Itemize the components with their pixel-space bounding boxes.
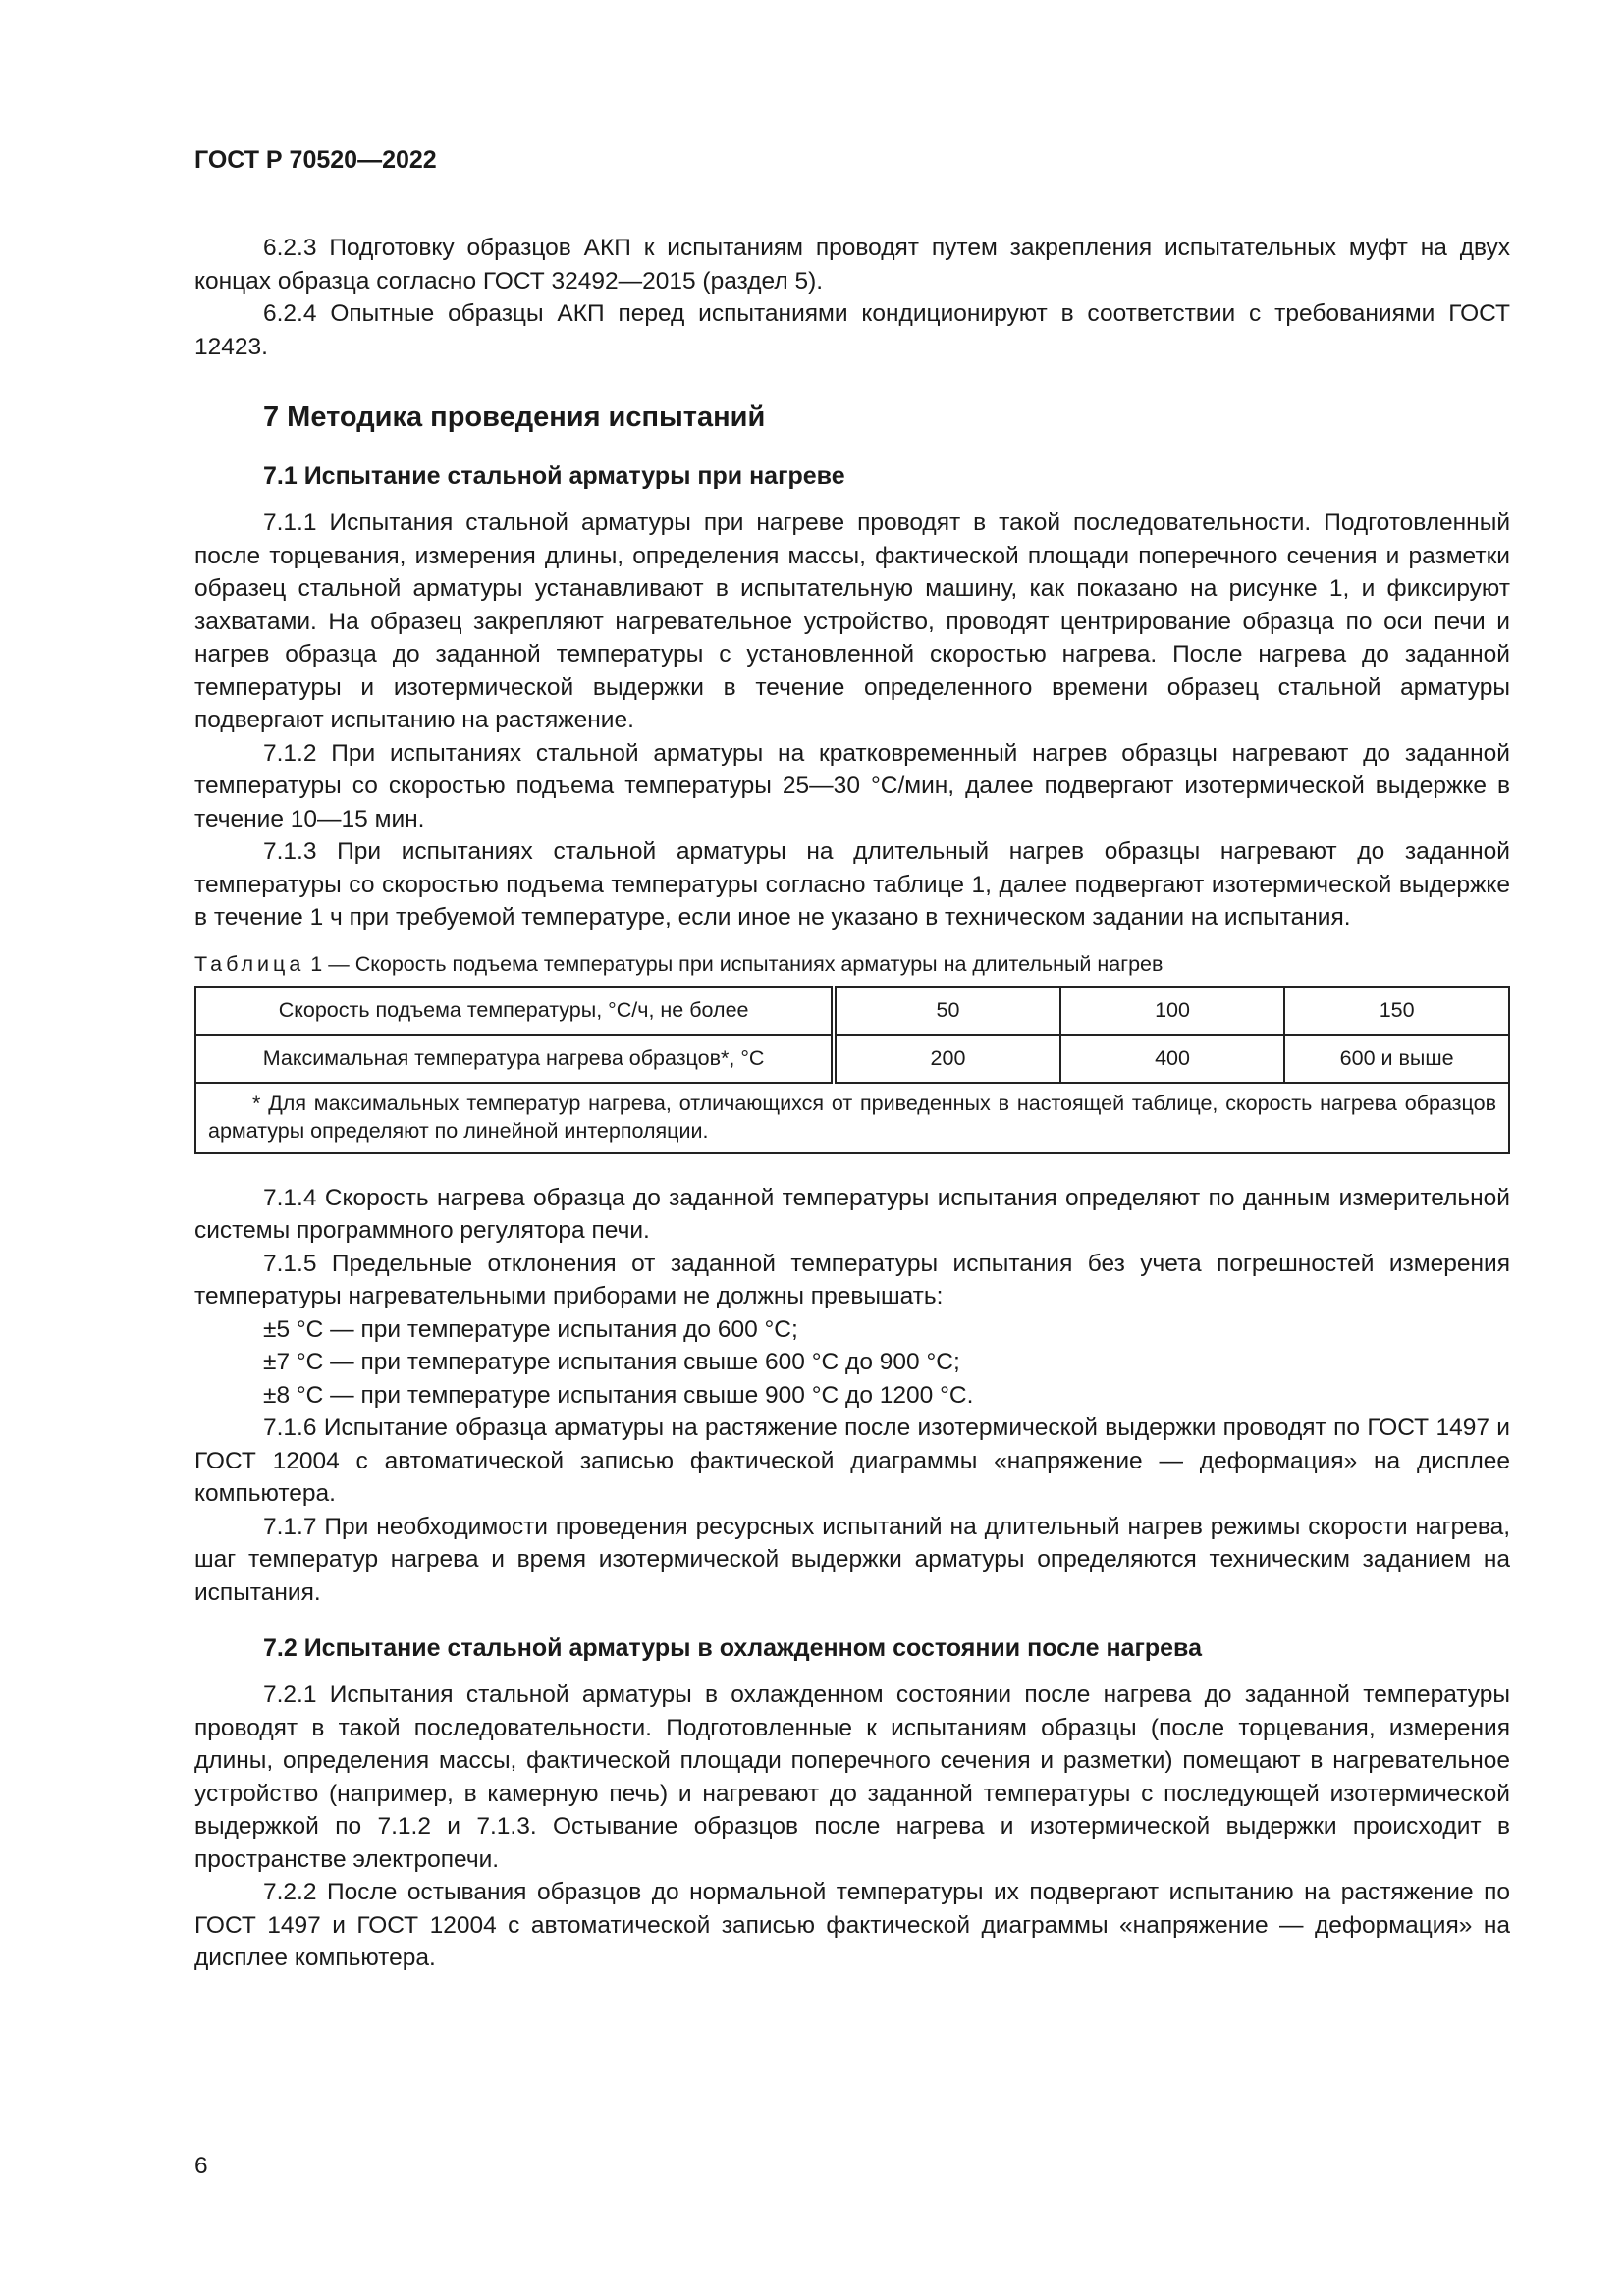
paragraph-7-1-6: 7.1.6 Испытание образца арматуры на растяжение после изотермической выдержки проводят по ГОСТ 1497 и ГОСТ 12004 с автоматической записью фактической диаграммы «напряжение — деформация» на дисплее компьютера. <box>194 1415 1510 1507</box>
table-cell: 600 и выше <box>1284 1035 1509 1083</box>
paragraph-7-1-5: 7.1.5 Предельные отклонения от заданной температуры испытания без учета погрешностей измерения температуры нагревательными приборами не должны превышать: <box>194 1250 1510 1309</box>
paragraph-7-1-2: 7.1.2 При испытаниях стальной арматуры на кратковременный нагрев образцы нагревают до заданной температуры со скоростью подъема температуры 25—30 °С/мин, далее подвергают изотермической выдержке в течение 10—15 мин. <box>194 739 1510 832</box>
table-row-label: Скорость подъема температуры, °С/ч, не более <box>195 987 834 1035</box>
document-id-header: ГОСТ Р 70520—2022 <box>194 146 437 174</box>
paragraph-6-2-4: 6.2.4 Опытные образцы АКП перед испытаниями кондиционируют в соответствии с требованиями ГОСТ 12423. <box>194 300 1510 360</box>
paragraph-6-2-3: 6.2.3 Подготовку образцов АКП к испытаниям проводят путем закрепления испытательных муфт на двух концах образца согласно ГОСТ 32492—2015 (раздел 5). <box>194 235 1510 294</box>
paragraph-7-1-3: 7.1.3 При испытаниях стальной арматуры на длительный нагрев образцы нагревают до заданной температуры со скоростью подъема температуры согласно таблице 1, далее подвергают изотермической выдержке в течение 1 ч при требуемой температуре, если иное не указано в техническом задании на испытания. <box>194 838 1510 931</box>
document-page <box>194 145 1510 1975</box>
table-cell: 400 <box>1060 1035 1285 1083</box>
tolerance-item: ±7 °С — при температуре испытания свыше 600 °С до 900 °С; <box>263 1349 960 1375</box>
table-1 <box>194 986 1510 1154</box>
table-cell: 100 <box>1060 987 1285 1035</box>
table-caption-prefix: Таблица <box>194 951 305 976</box>
table-1-caption <box>194 950 1510 978</box>
table-row-heating-rate <box>195 987 1509 1035</box>
subsection-7-2-title: 7.2 Испытание стальной арматуры в охлажденном состоянии после нагрева <box>263 1634 1202 1662</box>
tolerance-item: ±8 °С — при температуре испытания свыше 900 °С до 1200 °С. <box>263 1381 974 1409</box>
table-cell: 50 <box>834 987 1060 1035</box>
table-row-label: Максимальная температура нагрева образцов*, °С <box>195 1035 834 1083</box>
paragraph-7-2-1: 7.2.1 Испытания стальной арматуры в охлажденном состоянии после нагрева до заданной температуры проводят в такой последовательности. Подготовленные к испытаниям образцы (после торцевания, измерения длины, определения массы, фактической площади поперечного сечения и разметки) помещают в нагревательное устройство (например, в камерную печь) и нагревают до заданной температуры с последующей изотермической выдержкой по 7.1.2 и 7.1.3. Остывание образцов после нагрева и изотермической выдержки происходит в пространстве электропечи. <box>194 1682 1510 1873</box>
paragraph-7-1-4: 7.1.4 Скорость нагрева образца до заданной температуры испытания определяют по данным измерительной системы программного регулятора печи. <box>194 1184 1510 1244</box>
tolerance-item: ±5 °С — при температуре испытания до 600 °С; <box>263 1315 798 1343</box>
paragraph-7-2-2: 7.2.2 После остывания образцов до нормальной температуры их подвергают испытанию на растяжение по ГОСТ 1497 и ГОСТ 12004 с автоматической записью фактической диаграммы «напряжение — деформация» на дисплее компьютера. <box>194 1879 1510 1971</box>
table-row-max-temperature <box>195 1035 1509 1083</box>
paragraph-7-1-1: 7.1.1 Испытания стальной арматуры при нагреве проводят в такой последовательности. Подготовленный после торцевания, измерения длины, определения массы, фактической площади поперечного сечения и разметки образец стальной арматуры устанавливают в испытательную машину, как показано на рисунке 1, и фиксируют захватами. На образец закрепляют нагревательное устройство, проводят центрирование образца по оси печи и нагрев образца до заданной температуры с установленной скоростью нагрева. После нагрева до заданной температуры и изотермической выдержки в течение определенного времени образец стальной арматуры подвергают испытанию на растяжение. <box>194 509 1510 733</box>
page-number: 6 <box>194 2153 208 2179</box>
table-caption-text: 1 — Скорость подъема температуры при испытаниях арматуры на длительный нагрев <box>304 951 1164 976</box>
table-cell: 150 <box>1284 987 1509 1035</box>
paragraph-7-1-7: 7.1.7 При необходимости проведения ресурсных испытаний на длительный нагрев режимы скорости нагрева, шаг температур нагрева и время изотермической выдержки арматуры определяются техническим заданием на испытания. <box>194 1513 1510 1606</box>
table-row-footnote <box>195 1083 1509 1153</box>
table-footnote: * Для максимальных температур нагрева, отличающихся от приведенных в настоящей таблице, скорость нагрева образцов арматуры определяют по линейной интерполяции. <box>195 1083 1509 1153</box>
table-cell: 200 <box>834 1035 1060 1083</box>
subsection-7-1-title: 7.1 Испытание стальной арматуры при нагреве <box>263 462 845 490</box>
section-7-title: 7 Методика проведения испытаний <box>263 401 766 433</box>
